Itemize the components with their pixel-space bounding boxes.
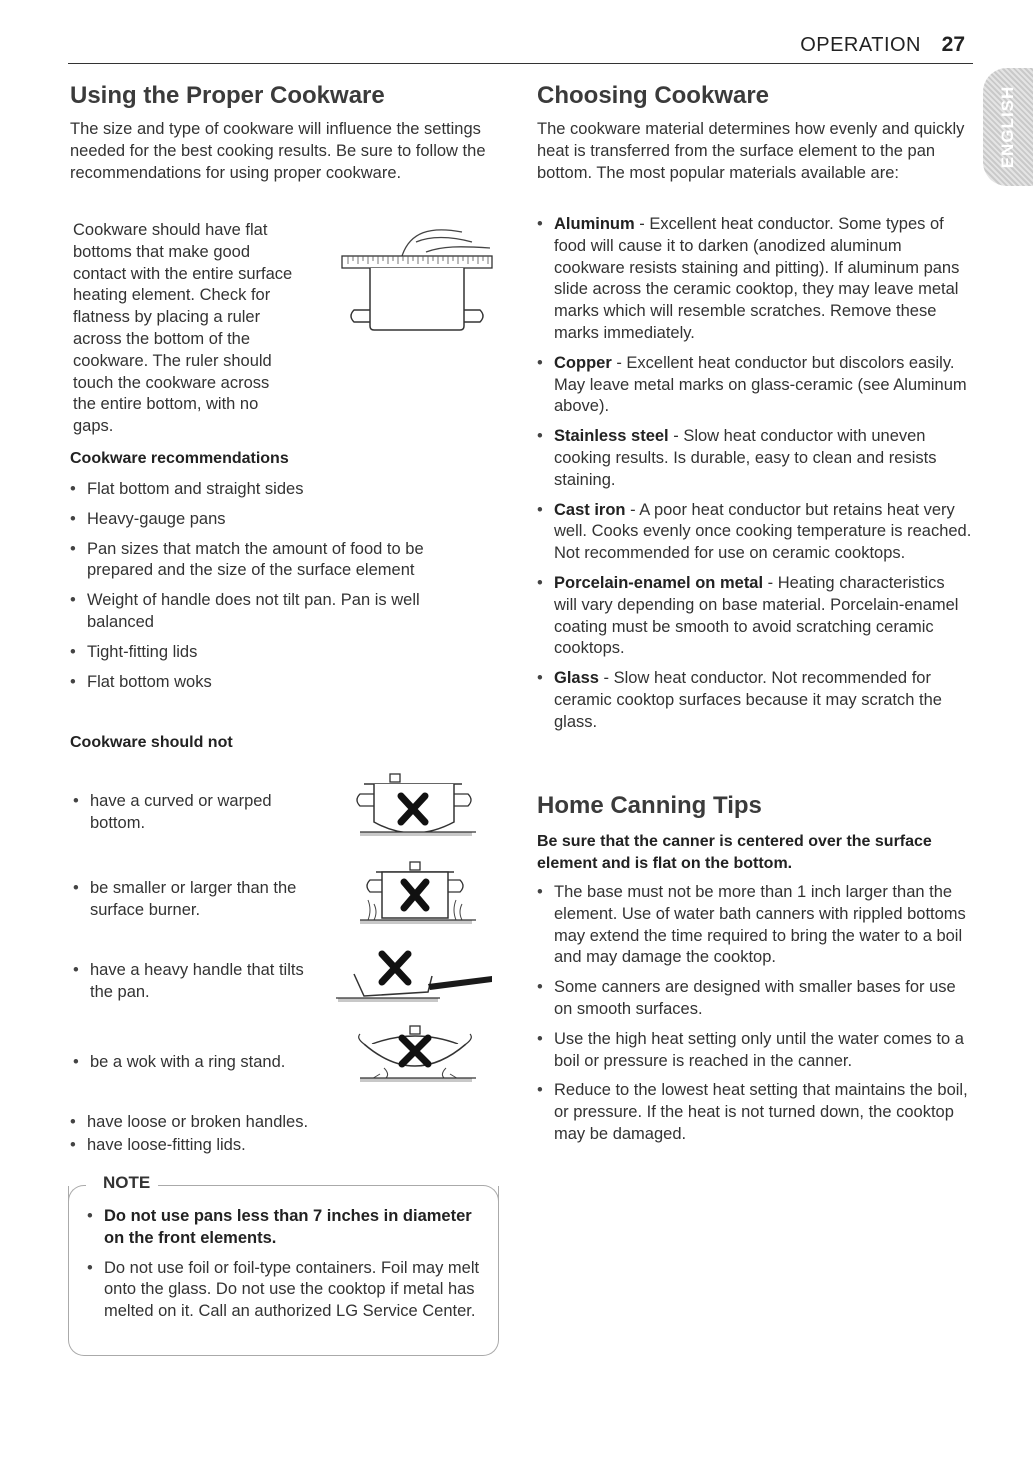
list-item: • have a curved or warped bottom.	[73, 791, 323, 835]
heavy-handle-pan-icon	[334, 946, 494, 1006]
should-not-item-1	[73, 791, 323, 835]
language-tab-label: ENGLISH	[998, 85, 1017, 169]
page-number: 27	[941, 33, 965, 56]
list-item: • Tight-fitting lids	[70, 642, 490, 664]
canning-tips-list	[537, 882, 972, 1146]
material-item-glass: • Glass - Slow heat conductor. Not recommended for ceramic cooktop surfaces because it may scratch the glass.	[537, 668, 972, 733]
recommendations-heading: Cookware recommendations	[70, 450, 289, 467]
list-item: • be smaller or larger than the surface burner.	[73, 878, 328, 922]
canning-subtitle: Be sure that the canner is centered over the surface element and is flat on the bottom.	[537, 833, 932, 872]
material-item-cast-iron: • Cast iron - A poor heat conductor but retains heat very well. Cooks evenly once cooking temperature is reached. Not recommended for use on ceramic cooktops.	[537, 500, 972, 565]
list-item: • have loose or broken handles.	[70, 1112, 490, 1134]
list-item: • Flat bottom woks	[70, 672, 490, 694]
materials-list	[537, 214, 972, 734]
material-item-copper: • Copper - Excellent heat conductor but discolors easily. May leave metal marks on glass-ceramic (see Aluminum above).	[537, 353, 972, 418]
oversized-pot-icon	[350, 860, 480, 932]
section-title: OPERATION	[800, 34, 921, 56]
list-item: • Weight of handle does not tilt pan. Pan is well balanced	[70, 590, 490, 634]
should-not-item-3	[73, 960, 328, 1004]
material-item-porcelain: • Porcelain-enamel on metal - Heating characteristics will vary depending on base material. Porcelain-enamel coating must be smooth to avoid scratching ceramic cooktops.	[537, 573, 972, 660]
flat-bottom-text: Cookware should have flat bottoms that make good contact with the entire surface heating element. Check for flatness by placing a ruler across the bottom of the cookware. The ruler should touch the cookware across the entire bottom, with no gaps.	[73, 221, 293, 436]
page-header	[68, 30, 973, 64]
should-not-item-4	[73, 1052, 328, 1074]
choosing-cookware-intro: The cookware material determines how evenly and quickly heat is transferred from the surface element to the pan bottom. The most popular materials available are:	[537, 120, 965, 182]
note-title: NOTE	[95, 1173, 158, 1193]
material-item-aluminum: • Aluminum - Excellent heat conductor. Some types of food will cause it to darken (anodized aluminum cookware resists staining and pitting). If aluminum pans slide across the ceramic cooktop, they may leave metal marks which will resemble scratches. Remove these marks immediately.	[537, 214, 972, 345]
list-item: • have loose-fitting lids.	[70, 1135, 490, 1157]
note-list	[87, 1206, 482, 1323]
language-tab[interactable]	[983, 68, 1033, 186]
list-item: • Pan sizes that match the amount of food to be prepared and the size of the surface element	[70, 539, 490, 583]
should-not-item-2	[73, 878, 328, 922]
list-item: • be a wok with a ring stand.	[73, 1052, 328, 1074]
material-item-stainless: • Stainless steel - Slow heat conductor with uneven cooking results. Is durable, easy to clean and resists staining.	[537, 426, 972, 491]
should-not-heading: Cookware should not	[70, 734, 233, 751]
section-heading-home-canning: Home Canning Tips	[537, 792, 762, 819]
proper-cookware-intro: The size and type of cookware will influence the settings needed for the best cooking results. Be sure to follow the recommendations for using proper cookware.	[70, 120, 486, 182]
ruler-flatness-icon	[330, 222, 500, 342]
curved-bottom-pot-icon	[350, 772, 480, 844]
recommendations-list	[70, 479, 490, 693]
note-item-bold: • Do not use pans less than 7 inches in diameter on the front elements.	[87, 1206, 482, 1250]
list-item: • Flat bottom and straight sides	[70, 479, 490, 501]
list-item: • Some canners are designed with smaller bases for use on smooth surfaces.	[537, 977, 972, 1021]
wok-ring-stand-icon	[350, 1024, 480, 1088]
list-item: • have a heavy handle that tilts the pan.	[73, 960, 328, 1004]
list-item: • Reduce to the lowest heat setting that maintains the boil, or pressure. If the heat is not turned down, the cooktop may be damaged.	[537, 1080, 972, 1145]
section-heading-proper-cookware: Using the Proper Cookware	[70, 82, 385, 109]
list-item: • Use the high heat setting only until the water comes to a boil or pressure is reached in the canner.	[537, 1029, 972, 1073]
should-not-more-list	[70, 1112, 490, 1157]
note-box	[68, 1173, 499, 1356]
note-item: • Do not use foil or foil-type containers. Foil may melt onto the glass. Do not use the cooktop if metal has melted on it. Call an authorized LG Service Center.	[87, 1258, 482, 1323]
section-heading-choosing-cookware: Choosing Cookware	[537, 82, 770, 109]
list-item: • Heavy-gauge pans	[70, 509, 490, 531]
list-item: • The base must not be more than 1 inch larger than the element. Use of water bath canners with rippled bottoms may extend the time required to bring the water to a boil and may damage the cooktop.	[537, 882, 972, 969]
